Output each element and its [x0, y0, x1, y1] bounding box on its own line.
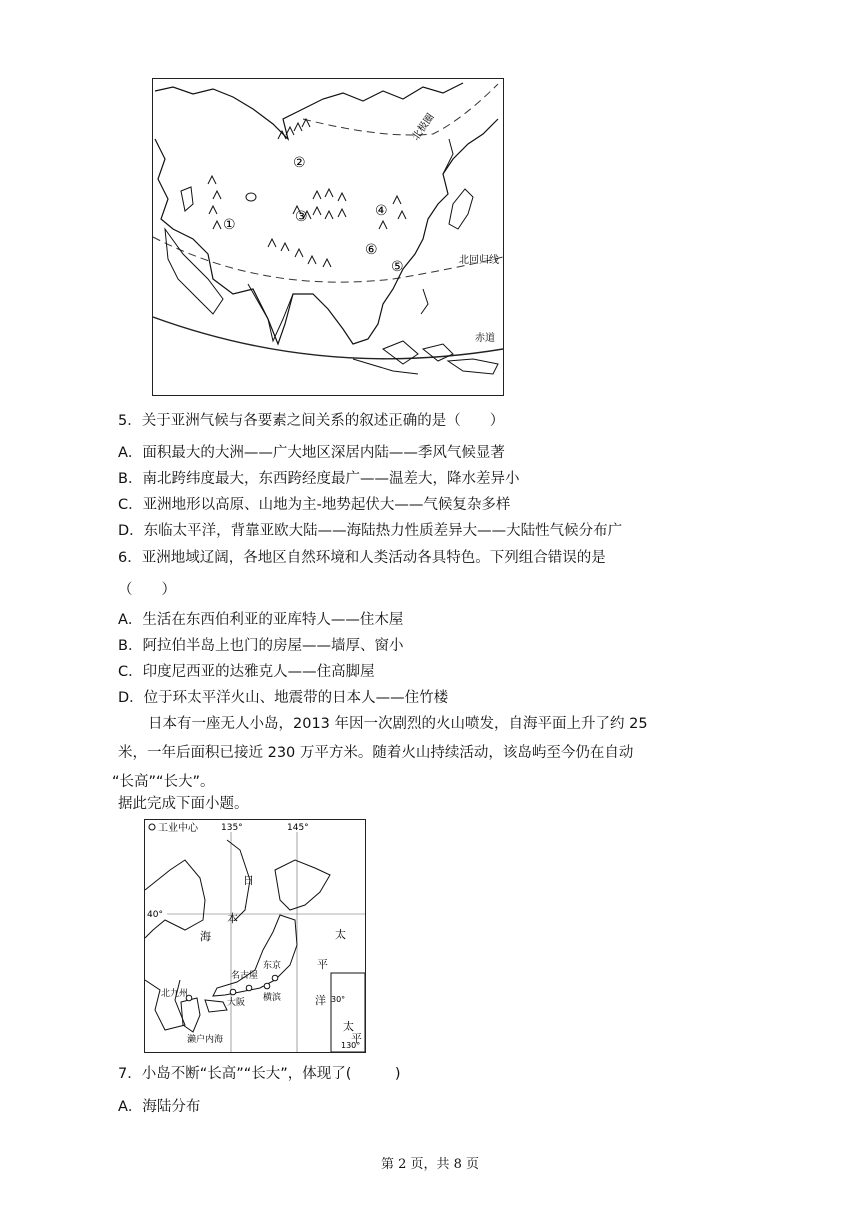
- equator-line: [153, 317, 503, 359]
- arabian-peninsula: [165, 229, 223, 314]
- q5-option-b: B．南北跨纬度最大，东西跨经度最广——温差大，降水差异小: [118, 471, 520, 487]
- inset-tai-label: 太: [343, 1020, 354, 1033]
- honshu: [213, 915, 297, 996]
- industrial-center-legend-icon: [149, 824, 155, 830]
- ocean-ping-label: 平: [317, 958, 328, 971]
- q5-option-a: A．面积最大的大洲——广大地区深居内陆——季风气候显著: [118, 445, 505, 461]
- q5-stem: 5．关于亚洲气候与各要素之间关系的叙述正确的是（ ）: [118, 413, 505, 429]
- marker-1: ①: [223, 217, 236, 233]
- asia-map-drawing: [153, 79, 503, 395]
- q6-option-b: B．阿拉伯半岛上也门的房屋——墙厚、窗小: [118, 638, 404, 654]
- q5-option-c: C．亚洲地形以高原、山地为主-地势起伏大——气候复杂多样: [118, 497, 511, 513]
- tropic-label: 北回归线: [459, 255, 499, 266]
- ocean-tai-label: 太: [335, 928, 346, 941]
- java: [353, 359, 418, 374]
- hokkaido: [275, 860, 330, 910]
- arctic-circle-line: [303, 84, 498, 135]
- q7-stem: 7．小岛不断“长高”“长大”，体现了( ): [118, 1066, 401, 1082]
- sea-ri-label: 日: [243, 874, 254, 887]
- marker-6: ⑥: [365, 242, 378, 258]
- page-footer: 第 2 页，共 8 页: [380, 1157, 480, 1172]
- city-osaka-label: 大阪: [227, 998, 246, 1008]
- yokohama-marker: [264, 983, 270, 989]
- lon-145-label: 145°: [287, 823, 309, 833]
- tokyo-marker: [272, 975, 278, 981]
- new-guinea: [448, 359, 498, 374]
- passage-line-1: 日本有一座无人小岛，2013 年因一次剧烈的火山喷发，自海平面上升了约 25: [148, 716, 648, 732]
- sakhalin: [443, 139, 453, 174]
- kyushu: [181, 998, 200, 1032]
- philippines: [421, 289, 428, 314]
- osaka-marker: [230, 989, 236, 995]
- japan-islands: [449, 189, 473, 229]
- q6-option-a: A．生活在东西伯利亚的亚库特人——住木屋: [118, 612, 404, 628]
- tropic-line: [153, 237, 503, 282]
- q5-option-d: D．东临太平洋，背靠亚欧大陆——海陆热力性质差异大——大陆性气候分布广: [118, 523, 623, 539]
- q6-option-c: C．印度尼西亚的达雅克人——住高脚屋: [118, 664, 375, 680]
- q7-option-a: A．海陆分布: [118, 1099, 201, 1115]
- seto-inland-sea-label: 濑户内海: [187, 1035, 224, 1045]
- city-kitakyushu-label: 北九州: [161, 989, 189, 999]
- shikoku: [205, 1000, 227, 1012]
- sea-hai-label: 海: [200, 930, 211, 943]
- equator-label: 赤道: [475, 333, 495, 344]
- legend-label: 工业中心: [158, 823, 198, 834]
- q6-stem: 6．亚洲地域辽阔，各地区自然环境和人类活动各具特色。下列组合错误的是: [118, 550, 606, 566]
- lat-40-label: 40°: [147, 910, 163, 920]
- passage-instruction: 据此完成下面小题。: [118, 796, 249, 812]
- arctic-circle-label: 北极圈: [410, 111, 437, 143]
- aral-sea: [246, 193, 256, 201]
- nagoya-marker: [246, 985, 252, 991]
- lon-130-label: 130°: [341, 1041, 361, 1050]
- graticule: [167, 832, 365, 1052]
- ocean-yang-label: 洋: [315, 994, 326, 1007]
- city-tokyo-label: 东京: [263, 961, 282, 971]
- caspian-sea: [181, 187, 193, 211]
- asia-map: [152, 78, 504, 396]
- japan-map: [144, 819, 366, 1053]
- q6-stem-cont: （ ）: [118, 582, 176, 598]
- passage-line-2: 米，一年后面积已接近 230 万平方米。随着火山持续活动，该岛屿至今仍在自动: [118, 745, 634, 761]
- south-east-coastline: [155, 119, 498, 344]
- borneo: [383, 341, 418, 364]
- lat-30-label: 30°: [331, 995, 346, 1004]
- japan-map-drawing: [145, 820, 365, 1052]
- marker-3: ③: [295, 209, 308, 225]
- sulawesi: [423, 344, 453, 361]
- marker-4: ④: [375, 203, 388, 219]
- sea-ben-label: 本: [227, 912, 238, 925]
- q6-option-d: D．位于环太平洋火山、地震带的日本人——住竹楼: [118, 690, 449, 706]
- marker-5: ⑤: [391, 259, 404, 275]
- lon-135-label: 135°: [221, 823, 243, 833]
- inset-ping-label: 平: [351, 1032, 362, 1045]
- city-nagoya-label: 名古屋: [231, 971, 259, 981]
- city-yokohama-label: 横滨: [263, 993, 282, 1003]
- asia-coast: [145, 860, 205, 938]
- marker-2: ②: [293, 155, 306, 171]
- passage-line-3: “长高”“长大”。: [112, 774, 215, 790]
- korea-coast: [145, 980, 185, 1030]
